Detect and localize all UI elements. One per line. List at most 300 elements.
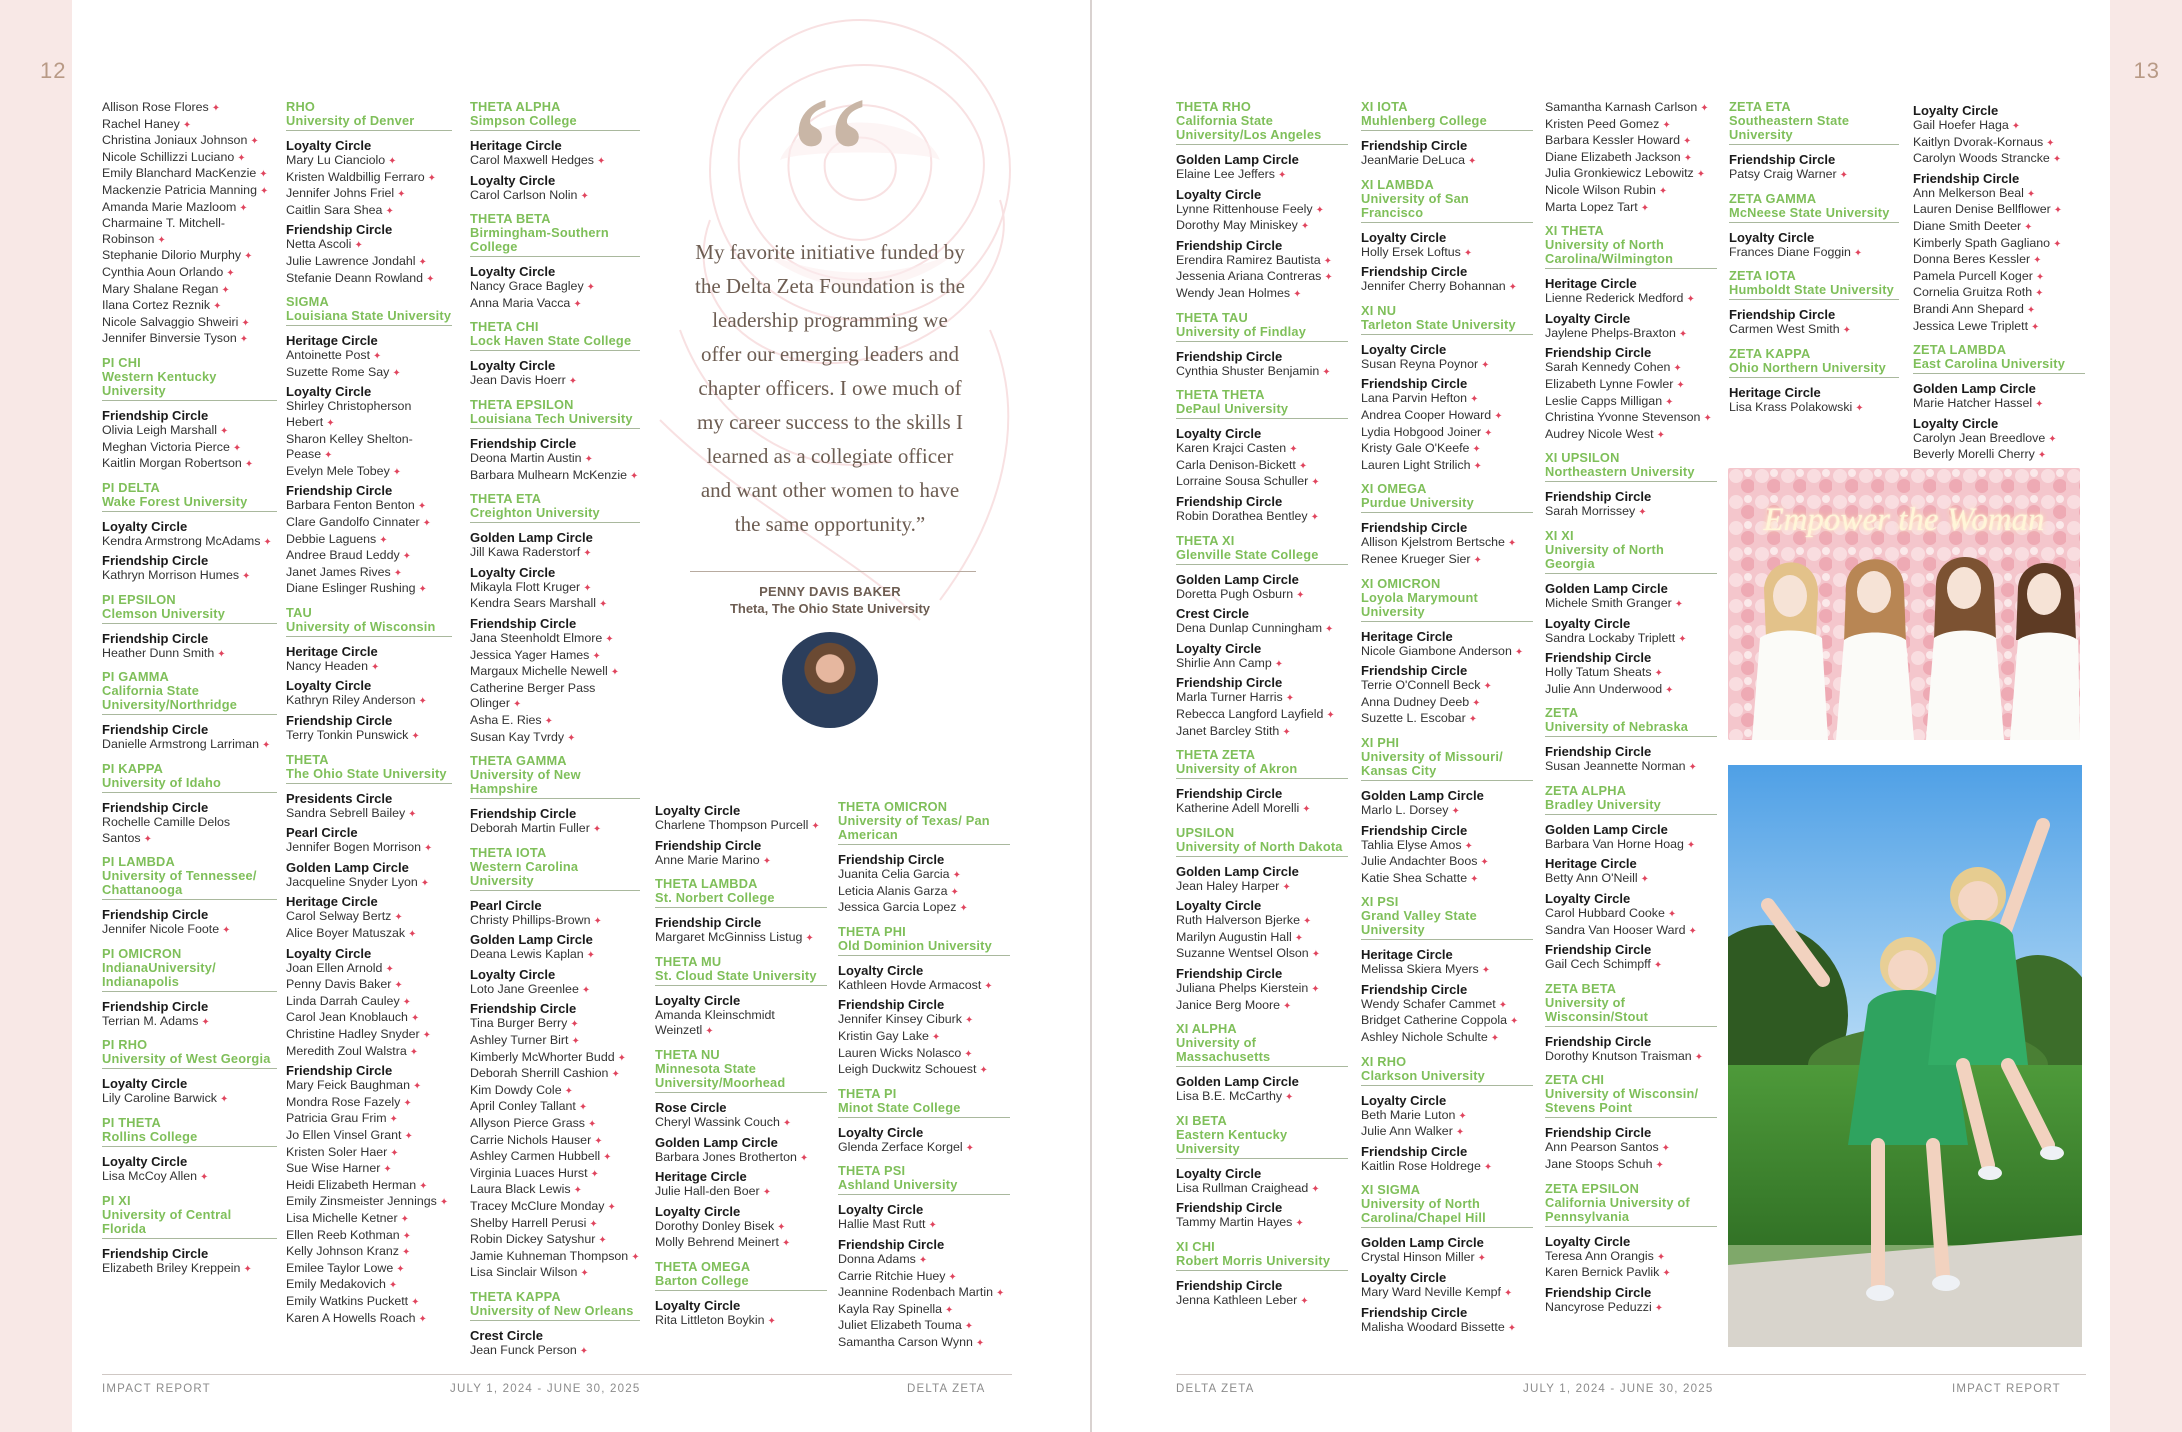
chapter-heading: ZETA University of Nebraska <box>1545 706 1717 737</box>
donor-marker-icon: ✦ <box>243 1263 252 1275</box>
donor-marker-icon: ✦ <box>2026 304 2036 316</box>
giving-circle-label: Friendship Circle <box>655 915 762 931</box>
donor-marker-icon: ✦ <box>583 582 592 594</box>
donor-name: Mackenzie Patricia Manning ✦ <box>102 182 269 197</box>
chapter-heading: PI RHO University of West Georgia <box>102 1038 277 1069</box>
chapter-group <box>286 753 452 1327</box>
giving-circle-label: Friendship Circle <box>1176 1200 1283 1216</box>
chapter-group <box>838 925 1010 1079</box>
chapter-group <box>1176 100 1348 303</box>
chapter-heading: THETA XI Glenville State College <box>1176 534 1348 565</box>
chapter-heading: PI THETA Rollins College <box>102 1116 277 1147</box>
donor-name: Pamela Purcell Koger ✦ <box>1913 268 2045 283</box>
donor-marker-icon: ✦ <box>1285 1092 1294 1104</box>
donor-column-10 <box>1913 100 2085 472</box>
donor-name: Leigh Duckwitz Schouest ✦ <box>838 1062 988 1077</box>
donor-name: Tahlia Elyse Amos ✦ <box>1361 837 1473 852</box>
chapter-group <box>655 877 827 947</box>
chapter-group <box>1176 826 1348 1015</box>
donor-marker-icon: ✦ <box>1282 726 1291 738</box>
donor-name: Dena Dunlap Cunningham ✦ <box>1176 621 1334 636</box>
donor-marker-icon: ✦ <box>250 136 259 148</box>
donor-name: Terry Tonkin Punswick ✦ <box>286 728 420 743</box>
donor-name: Jessica Yager Hames ✦ <box>470 647 601 662</box>
giving-circle-label: Friendship Circle <box>1729 307 1836 323</box>
chapter-heading: XI CHI Robert Morris University <box>1176 1240 1348 1271</box>
donor-name: Sandra Lockaby Triplett ✦ <box>1545 630 1687 645</box>
donor-marker-icon: ✦ <box>420 877 430 889</box>
donor-marker-icon: ✦ <box>1326 709 1335 721</box>
donor-name: Jennifer Johns Friel ✦ <box>286 186 406 201</box>
donor-marker-icon: ✦ <box>996 1288 1005 1300</box>
donor-name: Kristen Soler Haer ✦ <box>286 1144 399 1159</box>
giving-circle-label: Friendship Circle <box>1545 1033 1652 1049</box>
giving-circle-label: Golden Lamp Circle <box>1913 381 2036 397</box>
donor-name: Joan Ellen Arnold ✦ <box>286 960 394 975</box>
donor-name: Sharon Kelley Shelton-Pease ✦ <box>286 431 413 462</box>
chapter-heading: PI LAMBDA University of Tennessee/ Chattanooga <box>102 855 277 900</box>
chapter-heading: THETA KAPPA University of New Orleans <box>470 1290 640 1321</box>
donor-marker-icon: ✦ <box>1653 960 1663 972</box>
donor-name: Karen Bernick Pavlik ✦ <box>1545 1265 1671 1280</box>
donor-name: Jennifer Binversie Tyson ✦ <box>102 331 249 346</box>
donor-marker-icon: ✦ <box>586 282 596 294</box>
donor-name: Karen A Howells Roach ✦ <box>286 1310 427 1325</box>
giving-circle-label: Heritage Circle <box>286 333 378 349</box>
donor-marker-icon: ✦ <box>244 459 254 471</box>
donor-name: Jennifer Kinsey Ciburk ✦ <box>838 1012 974 1027</box>
donor-name: Julie Andachter Boos ✦ <box>1361 854 1489 869</box>
donor-name: Danielle Armstrong Larriman ✦ <box>102 737 271 752</box>
donor-name: Kimberly McWhorter Budd ✦ <box>470 1049 626 1064</box>
chapter-group <box>1545 784 1717 974</box>
donor-name: Molly Behrend Meinert ✦ <box>655 1235 791 1250</box>
chapter-heading: THETA PI Minot State College <box>838 1087 1010 1118</box>
donor-marker-icon: ✦ <box>1322 366 1331 378</box>
donor-name: Melissa Skiera Myers ✦ <box>1361 962 1491 977</box>
donor-name: Emily Medakovich ✦ <box>286 1277 398 1292</box>
giving-circle-label: Golden Lamp Circle <box>1545 821 1668 837</box>
donor-marker-icon: ✦ <box>2035 271 2045 283</box>
donor-marker-icon: ✦ <box>239 202 248 214</box>
donor-marker-icon: ✦ <box>354 240 363 252</box>
chapter-group <box>1545 529 1717 698</box>
donor-name: Nicole Giambone Anderson ✦ <box>1361 643 1524 658</box>
donor-marker-icon: ✦ <box>1688 762 1697 774</box>
donor-name: Jamie Kuhneman Thompson ✦ <box>470 1248 640 1263</box>
giving-circle-label: Loyalty Circle <box>1176 1165 1262 1181</box>
chapter-group <box>102 481 277 585</box>
donor-name: Jean Haley Harper ✦ <box>1176 878 1291 893</box>
donor-name: Gail Cech Schimpff ✦ <box>1545 957 1663 972</box>
giving-circle-label: Loyalty Circle <box>1361 1270 1447 1286</box>
donor-name: Deborah Martin Fuller ✦ <box>470 821 602 836</box>
donor-marker-icon: ✦ <box>326 417 335 429</box>
chapter-heading: PI KAPPA University of Idaho <box>102 762 277 793</box>
donor-name: Meredith Zoul Walstra ✦ <box>286 1043 419 1058</box>
chapter-group <box>1913 343 2085 464</box>
chapter-group <box>102 1116 277 1186</box>
giving-circle-label: Heritage Circle <box>1729 384 1821 400</box>
chapter-group <box>470 492 640 746</box>
chapter-heading: XI UPSILON Northeastern University <box>1545 451 1717 482</box>
donor-name: Renee Krueger Sier ✦ <box>1361 551 1482 566</box>
donor-name: Deona Martin Austin ✦ <box>470 450 593 465</box>
giving-circle-label: Friendship Circle <box>1361 1143 1468 1159</box>
donor-name: Ashley Carmen Hubbell ✦ <box>470 1149 612 1164</box>
donor-marker-icon: ✦ <box>1673 363 1682 375</box>
giving-circle-label: Loyalty Circle <box>1545 1233 1631 1249</box>
chapter-heading: THETA MU St. Cloud State University <box>655 955 827 986</box>
chapter-group <box>1361 895 1533 1046</box>
donor-marker-icon: ✦ <box>403 1097 412 1109</box>
donor-name: Jenna Kathleen Leber ✦ <box>1176 1293 1309 1308</box>
donor-name: Virginia Luaces Hurst ✦ <box>470 1165 599 1180</box>
chapter-heading: THETA BETA Birmingham-Southern College <box>470 212 640 257</box>
giving-circle-label: Friendship Circle <box>102 800 209 816</box>
donor-marker-icon: ✦ <box>201 1016 210 1028</box>
giving-circle-label: Friendship Circle <box>1545 942 1652 958</box>
donor-marker-icon: ✦ <box>396 1263 405 1275</box>
donor-marker-icon: ✦ <box>370 661 380 673</box>
donor-marker-icon: ✦ <box>324 450 333 462</box>
donor-marker-icon: ✦ <box>1654 1302 1664 1314</box>
donor-name: Amanda Kleinschmidt Weinzetl ✦ <box>655 1007 775 1038</box>
donor-marker-icon: ✦ <box>1490 1033 1500 1045</box>
giving-circle-label: Friendship Circle <box>1176 237 1283 253</box>
donor-name: Samantha Carson Wynn ✦ <box>838 1334 985 1349</box>
donor-marker-icon: ✦ <box>1473 460 1482 472</box>
donor-name: Gail Hoefer Haga ✦ <box>1913 118 2021 132</box>
donor-column-8 <box>1545 100 1717 1324</box>
giving-circle-label: Loyalty Circle <box>655 1297 741 1313</box>
quote-author: PENNY DAVIS BAKER <box>759 584 901 599</box>
chapter-heading: ZETA ETA Southeastern State University <box>1729 100 1899 145</box>
donor-marker-icon: ✦ <box>401 1247 411 1259</box>
chapter-heading: THETA The Ohio State University <box>286 753 452 784</box>
donor-marker-icon: ✦ <box>426 273 435 285</box>
giving-circle-label: Golden Lamp Circle <box>1361 1235 1484 1251</box>
chapter-group <box>286 100 452 287</box>
chapter-heading: THETA ZETA University of Akron <box>1176 748 1348 779</box>
donor-name: Barbara Van Horne Hoag ✦ <box>1545 836 1696 851</box>
donor-name: Heidi Elizabeth Herman ✦ <box>286 1177 428 1192</box>
chapter-heading: ZETA ALPHA Bradley University <box>1545 784 1717 815</box>
donor-marker-icon: ✦ <box>782 1117 792 1129</box>
donor-marker-icon: ✦ <box>1686 294 1695 306</box>
donor-name: Betty Ann O'Neill ✦ <box>1545 871 1649 886</box>
donor-name: Loto Jane Greenlee ✦ <box>470 981 591 996</box>
donor-name: Glenda Zerface Korgel ✦ <box>838 1139 975 1154</box>
chapter-group <box>102 356 277 473</box>
donor-marker-icon: ✦ <box>2046 137 2055 149</box>
donor-marker-icon: ✦ <box>1463 247 1473 259</box>
donor-name: Holly Ersek Loftus ✦ <box>1361 244 1473 259</box>
chapter-heading: XI LAMBDA University of San Francisco <box>1361 178 1533 223</box>
donor-name: Donna Adams ✦ <box>838 1251 928 1266</box>
giving-circle-label: Heritage Circle <box>1545 856 1637 872</box>
donor-marker-icon: ✦ <box>2026 188 2036 200</box>
donor-name: Andrea Cooper Howard ✦ <box>1361 407 1503 422</box>
donor-marker-icon: ✦ <box>592 824 602 836</box>
donor-marker-icon: ✦ <box>419 1180 428 1192</box>
giving-circle-label: Loyalty Circle <box>655 803 741 818</box>
donor-marker-icon: ✦ <box>2052 154 2062 166</box>
donor-marker-icon: ✦ <box>400 1213 409 1225</box>
donor-name: April Conley Tallant ✦ <box>470 1099 588 1114</box>
donor-marker-icon: ✦ <box>1451 805 1460 817</box>
donor-marker-icon: ✦ <box>1853 247 1863 259</box>
donor-marker-icon: ✦ <box>590 1168 599 1180</box>
chapter-heading: THETA ETA Creighton University <box>470 492 640 523</box>
donor-marker-icon: ✦ <box>237 152 246 164</box>
donor-name: Nicole Schillizzi Luciano ✦ <box>102 149 246 164</box>
giving-circle-label: Friendship Circle <box>102 722 209 738</box>
donor-marker-icon: ✦ <box>157 234 166 246</box>
donor-name: Margaret McGinniss Listug ✦ <box>655 930 814 945</box>
giving-circle-label: Presidents Circle <box>286 790 393 806</box>
chapter-heading: PI DELTA Wake Forest University <box>102 481 277 512</box>
donor-name: Malisha Woodard Bissette ✦ <box>1361 1319 1517 1334</box>
donor-marker-icon: ✦ <box>402 551 412 563</box>
giving-circle-label: Friendship Circle <box>102 907 209 923</box>
donor-marker-icon: ✦ <box>390 1147 399 1159</box>
donor-name: Kristen Peed Gomez ✦ <box>1545 116 1671 131</box>
donor-name: Lisa Rullman Craighead ✦ <box>1176 1180 1320 1195</box>
donor-marker-icon: ✦ <box>412 1081 422 1093</box>
donor-name: Christine Hadley Snyder ✦ <box>286 1027 431 1041</box>
donor-name: Andree Braud Leddy ✦ <box>286 548 412 563</box>
author-avatar <box>782 632 878 728</box>
donor-marker-icon: ✦ <box>777 1221 786 1233</box>
donor-name: Kaitlin Morgan Robertson ✦ <box>102 456 254 471</box>
donor-marker-icon: ✦ <box>1470 873 1479 885</box>
chapter-heading: XI PHI University of Missouri/ Kansas City <box>1361 736 1533 781</box>
donor-name: Mary Ward Neville Kempf ✦ <box>1361 1285 1513 1300</box>
donor-marker-icon: ✦ <box>1455 1127 1465 1139</box>
chapter-heading: SIGMA Louisiana State University <box>286 295 452 326</box>
donor-name: Lynne Rittenhouse Feely ✦ <box>1176 201 1325 216</box>
chapter-group <box>1545 706 1717 776</box>
chapter-heading: ZETA BETA University of Wisconsin/Stout <box>1545 982 1717 1027</box>
donor-marker-icon: ✦ <box>221 284 230 296</box>
chapter-heading: PI XI University of Central Florida <box>102 1194 277 1239</box>
giving-circle-label: Friendship Circle <box>1913 170 2020 186</box>
donor-marker-icon: ✦ <box>385 963 394 975</box>
footer-report-label: IMPACT REPORT <box>1952 1383 2061 1395</box>
chapter-group <box>1361 178 1533 296</box>
giving-circle-label: Loyalty Circle <box>655 992 741 1008</box>
chapter-group <box>470 100 640 204</box>
donor-name: Shirlie Ann Camp ✦ <box>1176 655 1284 670</box>
donor-marker-icon: ✦ <box>564 1085 573 1097</box>
donor-marker-icon: ✦ <box>143 833 152 845</box>
donor-marker-icon: ✦ <box>1468 714 1478 726</box>
left-footer-rule <box>102 1374 1012 1375</box>
giving-circle-label: Pearl Circle <box>286 825 358 841</box>
giving-circle-label: Pearl Circle <box>470 897 542 913</box>
donor-name: Rebecca Langford Layfield ✦ <box>1176 706 1335 721</box>
giving-circle-label: Golden Lamp Circle <box>1545 580 1668 596</box>
donor-name: Marlo L. Dorsey ✦ <box>1361 802 1460 817</box>
giving-circle-label: Loyalty Circle <box>102 1076 188 1092</box>
donor-name: Nancyrose Peduzzi ✦ <box>1545 1299 1664 1314</box>
donor-marker-icon: ✦ <box>1507 1322 1517 1334</box>
chapter-heading: THETA NU Minnesota State University/Moorhead <box>655 1048 827 1093</box>
giving-circle-label: Friendship Circle <box>470 1001 577 1017</box>
donor-marker-icon: ✦ <box>1470 394 1479 406</box>
donor-name: Juliana Phelps Kierstein ✦ <box>1176 981 1320 996</box>
donor-marker-icon: ✦ <box>1683 152 1693 164</box>
donor-name: Jessica Lewe Triplett ✦ <box>1913 318 2040 333</box>
giving-circle-label: Loyalty Circle <box>286 678 372 694</box>
donor-marker-icon: ✦ <box>1481 359 1490 371</box>
donor-name: Deborah Sherrill Cashion ✦ <box>470 1066 620 1081</box>
chapter-group <box>470 398 640 484</box>
giving-circle-label: Loyalty Circle <box>286 384 372 400</box>
donor-name: Emily Zinsmeister Jennings ✦ <box>286 1194 449 1209</box>
footer-org-name: DELTA ZETA <box>1176 1383 1255 1395</box>
giving-circle-label: Loyalty Circle <box>1361 1092 1447 1108</box>
chapter-heading: PI EPSILON Clemson University <box>102 593 277 624</box>
donor-marker-icon: ✦ <box>579 1345 589 1357</box>
donor-marker-icon: ✦ <box>1468 156 1477 167</box>
donor-marker-icon: ✦ <box>959 903 968 915</box>
donor-marker-icon: ✦ <box>2035 399 2044 411</box>
giving-circle-label: Friendship Circle <box>1545 489 1652 505</box>
donor-name: Robin Dorathea Bentley ✦ <box>1176 508 1319 523</box>
giving-circle-label: Loyalty Circle <box>655 1203 741 1219</box>
donor-name: Christy Phillips-Brown ✦ <box>470 912 602 927</box>
giving-circle-label: Friendship Circle <box>1176 493 1283 509</box>
giving-circle-label: Loyalty Circle <box>470 264 556 280</box>
donor-marker-icon: ✦ <box>1696 169 1706 181</box>
chapter-heading: THETA THETA DePaul University <box>1176 388 1348 419</box>
donor-marker-icon: ✦ <box>762 1187 772 1199</box>
group-photo-empower <box>1728 468 2080 740</box>
chapter-heading: PI GAMMA California State University/Northridge <box>102 670 277 715</box>
donor-marker-icon: ✦ <box>1296 589 1305 601</box>
donor-name: Carol Selway Bertz ✦ <box>286 909 403 924</box>
chapter-group <box>1361 577 1533 728</box>
donor-name: Samantha Karnash Carlson ✦ <box>1545 100 1709 114</box>
chapter-heading: ZETA IOTA Humboldt State University <box>1729 269 1899 300</box>
donor-name: Doretta Pugh Osburn ✦ <box>1176 586 1305 601</box>
giving-circle-label: Golden Lamp Circle <box>470 530 593 546</box>
donor-marker-icon: ✦ <box>1504 1288 1513 1300</box>
chapter-heading: THETA OMEGA Barton College <box>655 1260 827 1291</box>
donor-name: Sarah Kennedy Cohen ✦ <box>1545 360 1682 375</box>
donor-marker-icon: ✦ <box>805 933 814 945</box>
donor-marker-icon: ✦ <box>1842 325 1852 337</box>
donor-marker-icon: ✦ <box>1293 288 1302 300</box>
donor-name: Lydia Hobgood Joiner ✦ <box>1361 424 1493 439</box>
donor-name: Kathryn Riley Anderson ✦ <box>286 693 427 708</box>
chapter-group <box>1176 311 1348 381</box>
donor-name: Amanda Marie Mazloom ✦ <box>102 199 248 214</box>
donor-marker-icon: ✦ <box>402 996 412 1008</box>
donor-name: Caitlin Sara Shea ✦ <box>286 202 394 217</box>
donor-column-5 <box>838 800 1010 1360</box>
giving-circle-label: Golden Lamp Circle <box>1176 1074 1299 1090</box>
giving-circle-label: Friendship Circle <box>102 407 209 423</box>
donor-name: Marla Turner Harris ✦ <box>1176 690 1295 705</box>
donor-marker-icon: ✦ <box>2035 288 2044 300</box>
chapter-group <box>1729 192 1899 262</box>
giving-circle-label: Friendship Circle <box>1361 138 1468 153</box>
giving-circle-label: Friendship Circle <box>655 837 762 853</box>
donor-name: Mary Feick Baughman ✦ <box>286 1078 422 1093</box>
donor-name: Laura Black Lewis ✦ <box>470 1182 582 1197</box>
donor-marker-icon: ✦ <box>213 301 222 313</box>
donor-marker-icon: ✦ <box>418 696 427 708</box>
donor-name: Jennifer Cherry Bohannan ✦ <box>1361 279 1518 294</box>
giving-circle-label: Loyalty Circle <box>102 518 188 534</box>
donor-marker-icon: ✦ <box>2053 205 2063 217</box>
chapter-heading: UPSILON University of North Dakota <box>1176 826 1348 857</box>
donor-marker-icon: ✦ <box>1662 119 1671 131</box>
chapter-group <box>102 670 277 754</box>
donor-name: Ellen Reeb Kothman ✦ <box>286 1227 412 1242</box>
donor-marker-icon: ✦ <box>583 548 592 560</box>
giving-circle-label: Loyalty Circle <box>1176 186 1262 202</box>
donor-marker-icon: ✦ <box>1484 427 1493 439</box>
donor-marker-icon: ✦ <box>1325 624 1334 636</box>
chapter-group <box>102 947 277 1031</box>
donor-marker-icon: ✦ <box>1674 598 1684 610</box>
donor-name: Evelyn Mele Tobey ✦ <box>286 463 402 478</box>
right-page-edge-band <box>2110 0 2182 1432</box>
donor-name: Hallie Mast Rutt ✦ <box>838 1217 937 1232</box>
donor-marker-icon: ✦ <box>1638 507 1647 519</box>
giving-circle-label: Loyalty Circle <box>1545 615 1631 631</box>
donor-name: Carol Jean Knoblauch ✦ <box>286 1010 420 1025</box>
giving-circle-label: Loyalty Circle <box>1545 891 1631 907</box>
jumping-photo <box>1728 765 2082 1347</box>
donor-name: Nicole Salvaggio Shweiri ✦ <box>102 314 250 329</box>
donor-marker-icon: ✦ <box>2033 255 2042 267</box>
donor-marker-icon: ✦ <box>379 534 388 546</box>
donor-name: Elizabeth Briley Kreppein ✦ <box>102 1260 252 1275</box>
donor-name: Ann Melkerson Beal ✦ <box>1913 185 2036 200</box>
donor-name: Sue Wise Harner ✦ <box>286 1161 392 1176</box>
giving-circle-label: Friendship Circle <box>1361 663 1468 679</box>
donor-marker-icon: ✦ <box>580 1268 589 1280</box>
chapter-heading: THETA GAMMA University of New Hampshire <box>470 754 640 799</box>
donor-name: Ann Pearson Santos ✦ <box>1545 1140 1671 1155</box>
donor-marker-icon: ✦ <box>1655 1160 1664 1172</box>
donor-name: Asha E. Ries ✦ <box>470 712 554 727</box>
giving-circle-label: Golden Lamp Circle <box>655 1134 778 1150</box>
donor-marker-icon: ✦ <box>1640 202 1650 214</box>
donor-marker-icon: ✦ <box>222 925 231 937</box>
donor-marker-icon: ✦ <box>928 1220 937 1232</box>
donor-marker-icon: ✦ <box>573 1185 582 1197</box>
giving-circle-label: Golden Lamp Circle <box>1176 152 1299 167</box>
chapter-group <box>102 593 277 663</box>
donor-marker-icon: ✦ <box>424 843 433 855</box>
donor-marker-icon: ✦ <box>232 442 242 454</box>
donor-column-1 <box>102 100 277 1285</box>
donor-marker-icon: ✦ <box>239 334 249 346</box>
donor-name: Jean Funck Person ✦ <box>470 1342 589 1357</box>
donor-column-6 <box>1176 100 1348 1318</box>
donor-name: Marilyn Augustin Hall ✦ <box>1176 929 1304 944</box>
donor-name: Julie Hall-den Boer ✦ <box>655 1184 772 1199</box>
giving-circle-label: Friendship Circle <box>286 222 393 238</box>
donor-name: Jeannine Rodenbach Martin ✦ <box>838 1285 1005 1300</box>
donor-marker-icon: ✦ <box>1700 103 1709 114</box>
